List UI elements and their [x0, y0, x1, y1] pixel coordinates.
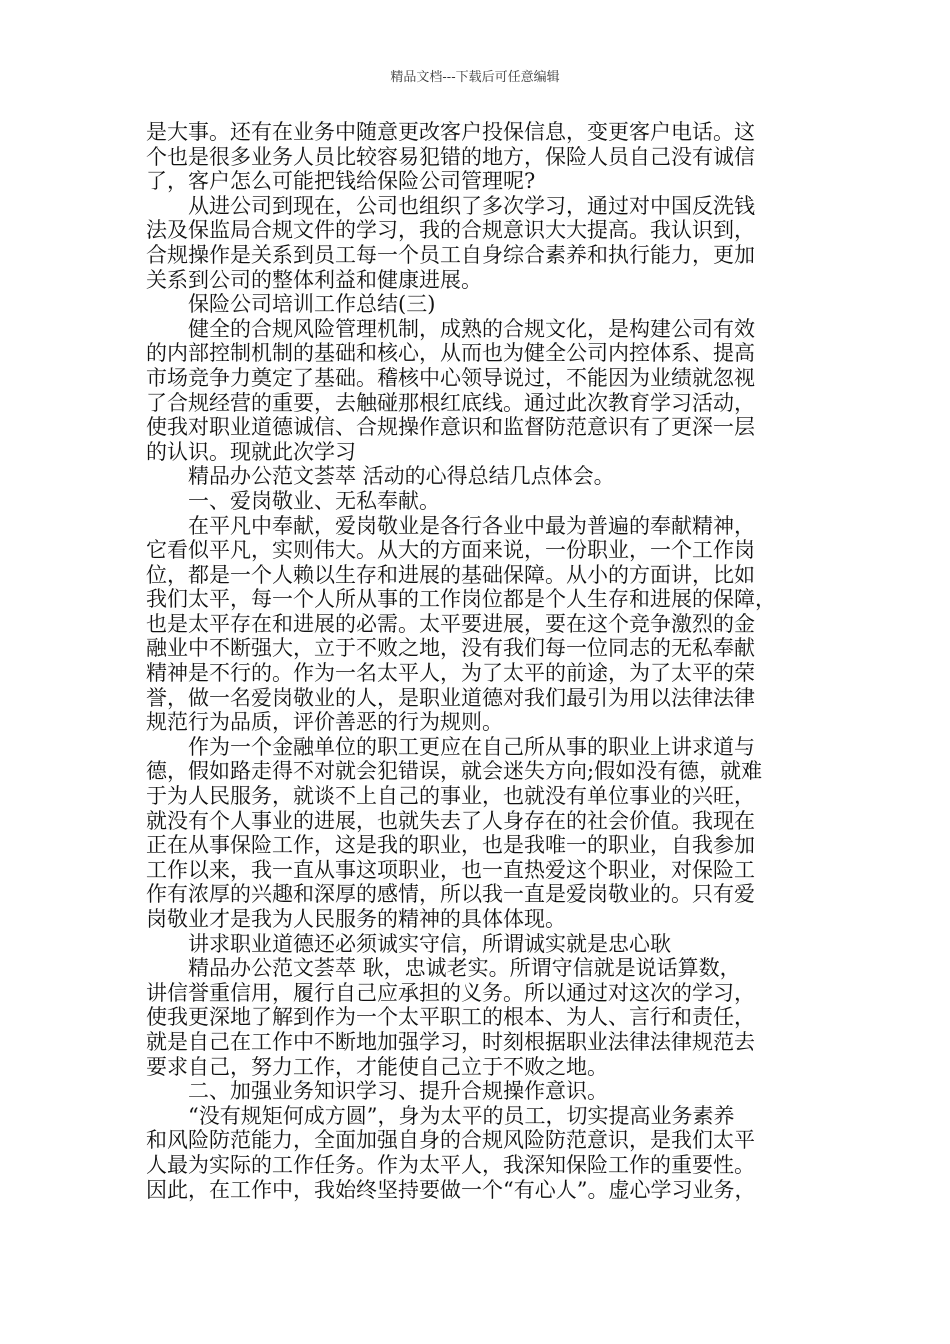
text-line: 法及保监局合规文件的学习，我的合规意识大大提高。我认识到，	[146, 218, 755, 243]
text-line: 我们太平，每一个人所从事的工作岗位都是个人生存和进展的保障，	[146, 587, 776, 612]
text-line: 誉，做一名爱岗敬业的人，是职业道德对我们最引为用以法律法律	[146, 685, 755, 710]
text-line: 使我对职业道德诚信、合规操作意识和监督防范意识有了更深一层	[146, 415, 755, 440]
document-body	[146, 120, 826, 1202]
text-line: 的内部控制机制的基础和核心，从而也为健全公司内控体系、提高	[146, 341, 755, 366]
text-line: 于为人民服务，就谈不上自己的事业，也就没有单位事业的兴旺，	[146, 784, 755, 809]
text-line: 市场竞争力奠定了基础。稽核中心领导说过，不能因为业绩就忽视	[146, 365, 755, 390]
text-line: 德，假如路走得不对就会犯错误，就会迷失方向;假如没有德，就难	[146, 759, 763, 784]
text-line: 关系到公司的整体利益和健康进展。	[146, 267, 482, 292]
text-line: 就没有个人事业的进展，也就失去了人身存在的社会价值。我现在	[146, 808, 755, 833]
text-line: 从进公司到现在，公司也组织了多次学习，通过对中国反洗钱	[146, 193, 755, 218]
text-line: 合规操作是关系到员工每一个员工自身综合素养和执行能力，更加	[146, 242, 755, 267]
text-line: “没有规矩何成方圆”，身为太平的员工，切实提高业务素养	[146, 1103, 735, 1128]
text-line: 是大事。还有在业务中随意更改客户投保信息，变更客户电话。这	[146, 120, 755, 144]
text-line: 和风险防范能力，全面加强自身的合规风险防范意识，是我们太平	[146, 1128, 755, 1153]
text-line: 就是自己在工作中不断地加强学习，时刻根据职业法律法律规范去	[146, 1029, 755, 1054]
text-line: 精品办公范文荟萃 活动的心得总结几点体会。	[146, 464, 615, 489]
text-line: 使我更深地了解到作为一个太平职工的根本、为人、言行和责任，	[146, 1005, 755, 1030]
text-line: 工作以来，我一直从事这项职业，也一直热爱这个职业，对保险工	[146, 857, 755, 882]
page-header: 精品文档---下载后可任意编辑	[390, 70, 560, 85]
text-line: 也是太平存在和进展的必需。太平要进展，要在这个竞争激烈的金	[146, 611, 755, 636]
text-line: 它看似平凡，实则伟大。从大的方面来说，一份职业，一个工作岗	[146, 538, 755, 563]
text-line: 讲求职业道德还必须诚实守信，所谓诚实就是忠心耿	[146, 931, 671, 956]
text-line: 在平凡中奉献，爱岗敬业是各行各业中最为普遍的奉献精神，	[146, 513, 755, 538]
text-line: 人最为实际的工作任务。作为太平人，我深知保险工作的重要性。	[146, 1152, 755, 1177]
text-line: 正在从事保险工作，这是我的职业，也是我唯一的职业，自我参加	[146, 833, 755, 858]
text-line: 了，客户怎么可能把钱给保险公司管理呢?	[146, 169, 536, 194]
text-line: 精神是不行的。作为一名太平人，为了太平的前途，为了太平的荣	[146, 661, 755, 686]
text-line: 作有浓厚的兴趣和深厚的感情，所以我一直是爱岗敬业的。只有爱	[146, 882, 755, 907]
text-line: 因此，在工作中，我始终坚持要做一个“有心人”。虚心学习业务，	[146, 1177, 756, 1202]
text-line: 了合规经营的重要，去触碰那根红底线。通过此次教育学习活动，	[146, 390, 755, 415]
section-heading: 保险公司培训工作总结(三)	[146, 292, 436, 317]
text-line: 作为一个金融单位的职工更应在自己所从事的职业上讲求道与	[146, 734, 755, 759]
section-heading: 二、加强业务知识学习、提升合规操作意识。	[146, 1079, 608, 1104]
text-line: 精品办公范文荟萃 耿，忠诚老实。所谓守信就是说话算数，	[146, 956, 741, 981]
text-line: 融业中不断强大，立于不败之地，没有我们每一位同志的无私奉献	[146, 636, 755, 661]
section-heading: 一、爱岗敬业、无私奉献。	[146, 488, 440, 513]
text-line: 规范行为品质，评价善恶的行为规则。	[146, 710, 503, 735]
text-line: 健全的合规风险管理机制，成熟的合规文化，是构建公司有效	[146, 316, 755, 341]
text-line: 讲信誉重信用，履行自己应承担的义务。所以通过对这次的学习，	[146, 980, 755, 1005]
text-line: 的认识。现就此次学习	[146, 439, 356, 464]
text-line: 岗敬业才是我为人民服务的精神的具体体现。	[146, 907, 566, 931]
text-line: 位，都是一个人赖以生存和进展的基础保障。从小的方面讲，比如	[146, 562, 755, 587]
text-line: 要求自己，努力工作，才能使自己立于不败之地。	[146, 1054, 608, 1079]
text-line: 个也是很多业务人员比较容易犯错的地方，保险人员自己没有诚信	[146, 144, 755, 169]
